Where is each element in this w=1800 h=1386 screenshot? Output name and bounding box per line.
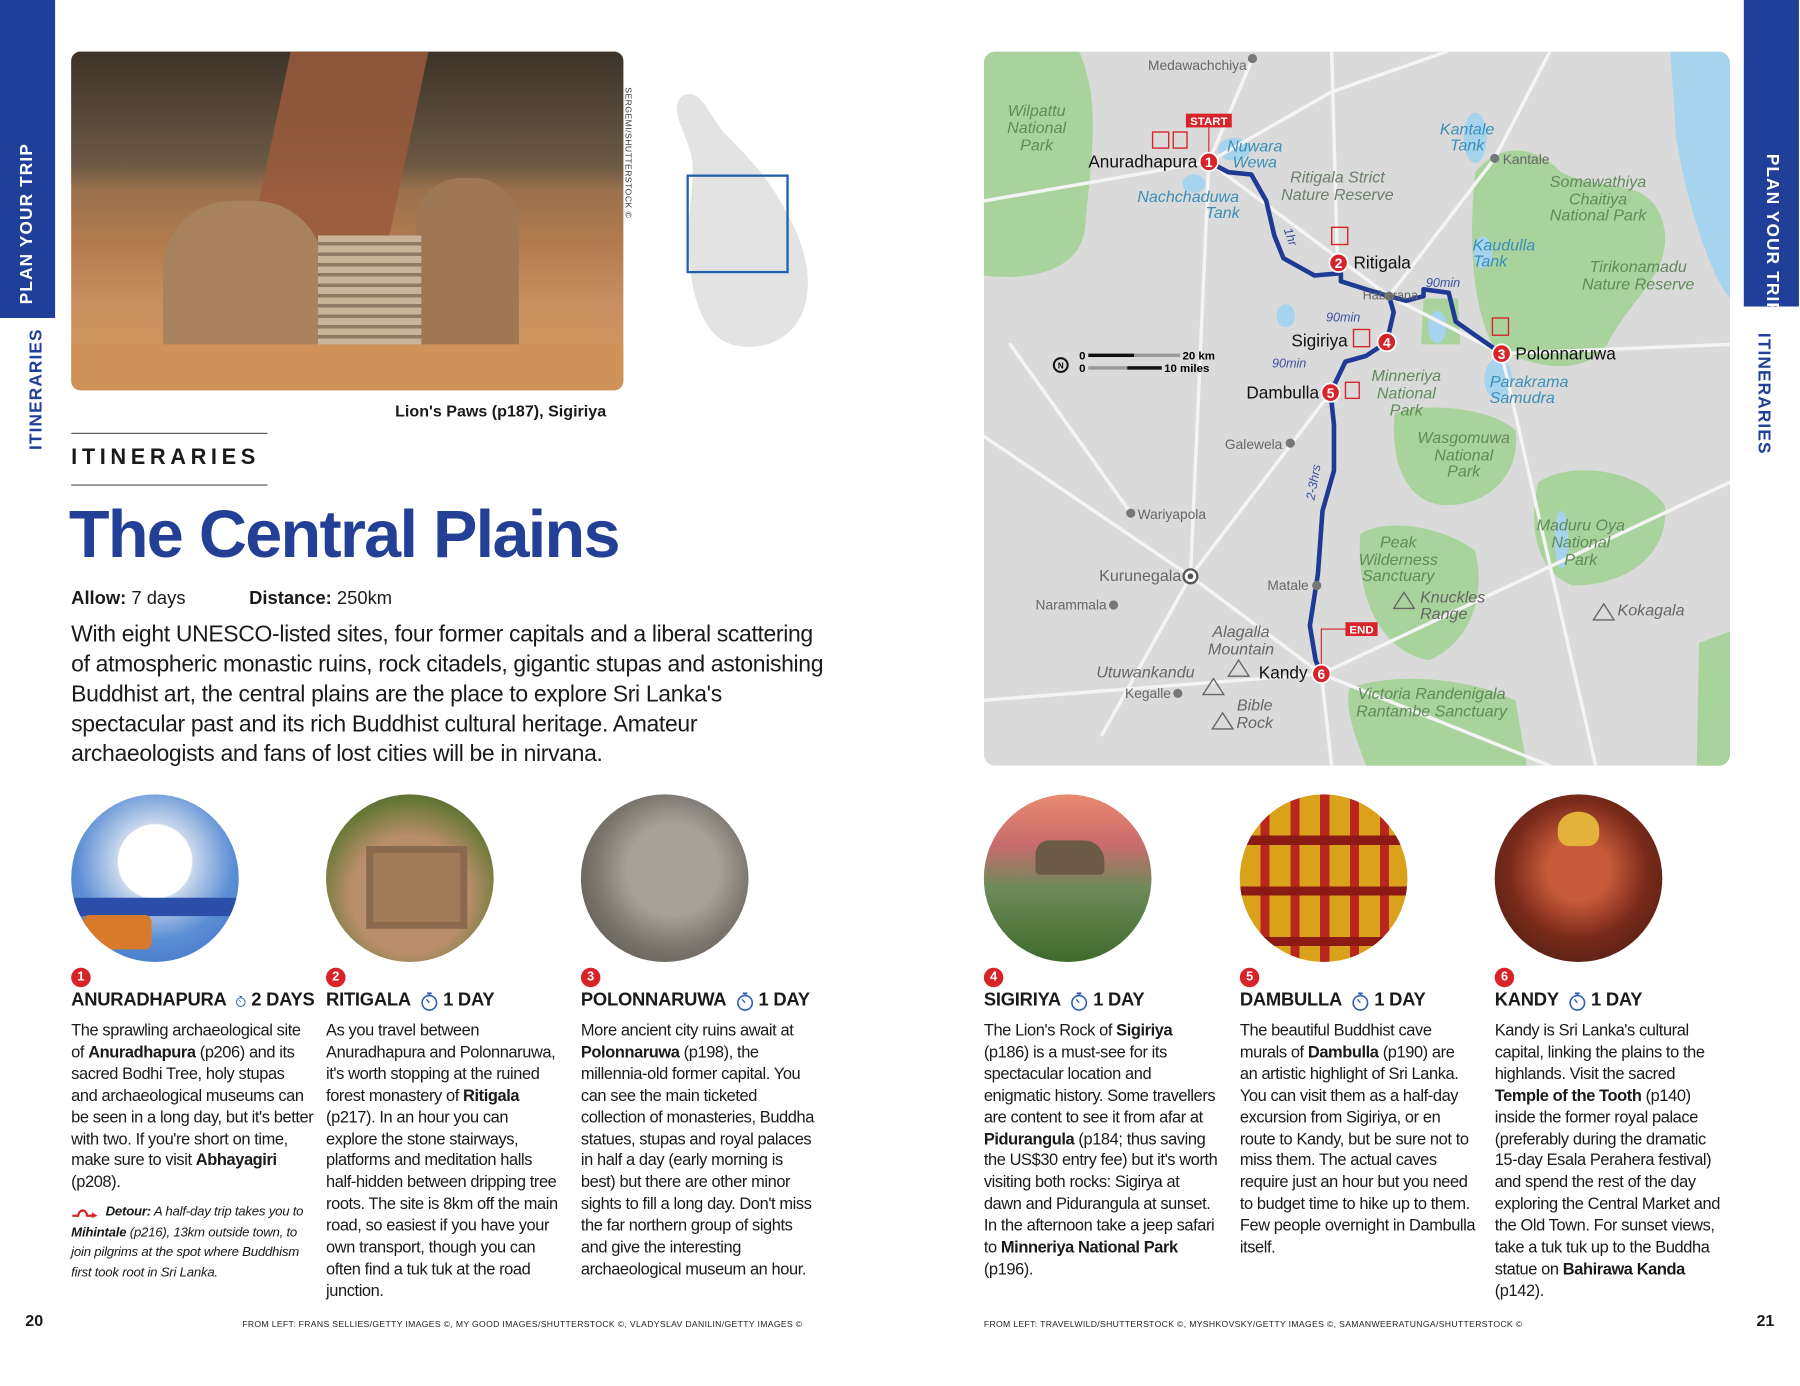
stop-heading — [1495, 991, 1730, 1012]
stop-sigiriya — [984, 968, 1219, 1281]
park-label: Minneriya — [1371, 367, 1442, 386]
distance-info — [249, 589, 392, 610]
text-segment: (p142). — [1494, 1282, 1544, 1301]
park-label: Nature Reserve — [1581, 275, 1695, 294]
stop-name: POLONNARUWA — [580, 990, 727, 1011]
text-segment: A half-day trip takes you to — [150, 1205, 304, 1220]
stop-marker-number: 6 — [1317, 667, 1326, 683]
park-label: Chaitiya — [1569, 190, 1628, 209]
park-label: Park — [1564, 550, 1598, 569]
text-segment: More ancient city ruins await at — [580, 1021, 794, 1041]
stop-map-label: Polonnaruwa — [1515, 343, 1616, 364]
park-label: Ritigala Strict — [1290, 168, 1385, 187]
kicker: ITINERARIES — [71, 445, 260, 470]
hero-photo-lions-paws — [71, 52, 623, 391]
stop-polonnaruwa — [581, 968, 816, 1281]
allow-value: 7 days — [131, 588, 186, 609]
bold-place-name: Temple of the Tooth — [1494, 1086, 1642, 1106]
stop-number-badge: 4 — [984, 968, 1004, 988]
stop-name: ANURADHAPURA — [71, 990, 227, 1011]
bold-place-name: Bahirawa Kanda — [1562, 1260, 1685, 1279]
park-label: Maduru Oya — [1536, 516, 1625, 535]
travel-time-label: 90min — [1271, 356, 1307, 371]
stop-duration: 1 DAY — [1374, 990, 1426, 1011]
park-label: National Park — [1549, 206, 1647, 225]
stop-map-label: Sigiriya — [1291, 330, 1348, 351]
town-label: Habarana — [1362, 288, 1419, 303]
town-label: Galewela — [1224, 436, 1283, 452]
stop-heading — [326, 991, 561, 1012]
travel-time-label: 1hr — [1280, 225, 1301, 248]
stop-heading — [1240, 991, 1475, 1012]
stop-marker-number: 1 — [1205, 155, 1213, 171]
stopwatch-icon — [1070, 991, 1088, 1012]
water-label: Tank — [1450, 136, 1485, 155]
town-label: Medawachchiya — [1148, 58, 1247, 74]
photo-dambulla-murals — [1240, 794, 1408, 962]
mountain-label: Knuckles — [1420, 588, 1486, 607]
stop-description — [1240, 1021, 1475, 1260]
stop-anuradhapura — [71, 968, 314, 1284]
stop-duration: 1 DAY — [443, 990, 495, 1011]
scale-zero: 0 — [1079, 350, 1086, 363]
water-label: Kantale — [1439, 120, 1495, 139]
travel-time-label: 90min — [1325, 310, 1361, 325]
park-label: Sanctuary — [1362, 566, 1435, 585]
stop-marker-number: 2 — [1334, 256, 1343, 272]
divider — [71, 484, 267, 485]
stop-dambulla — [1240, 968, 1475, 1260]
bold-place-name: Ritigala — [463, 1086, 520, 1106]
park-label: Peak — [1379, 533, 1417, 552]
town-label: Kegalle — [1125, 685, 1171, 701]
stopwatch-icon — [1568, 991, 1586, 1012]
bold-place-name: Anuradhapura — [88, 1043, 196, 1062]
stop-description — [581, 1021, 816, 1281]
park-label: Wilpattu — [1007, 101, 1066, 120]
stop-number-badge: 3 — [581, 968, 601, 988]
stop-description — [1495, 1021, 1730, 1303]
stop-duration: 2 DAYS — [251, 990, 315, 1011]
park-label: Tirikonamadu — [1589, 258, 1687, 277]
photo-credits-left: FROM LEFT: FRANS SELLIES/GETTY IMAGES ©, MY GOOD IMAGES/SHUTTERSTOCK ©, VLADYSLAV DANILIN/GETTY IMAGES © — [242, 1319, 803, 1330]
text-segment: Kandy is Sri Lanka's cultural capital, linking the plains to the highlands. Visit the sacred — [1494, 1021, 1705, 1084]
section-tab-left — [0, 0, 55, 318]
stop-heading — [984, 991, 1219, 1012]
text-segment: (p198), the millennia-old former capital. You can see the main ticketed collection of monasteries, Buddha statues, stupas and royal palaces in half a day (early morning is best) but there are other minor sights to fill a long day. Don't miss the far northern group of sights and give the interesting archaeological museum an hour. — [580, 1043, 814, 1279]
stop-map-label: Ritigala — [1353, 252, 1411, 273]
bold-place-name: Dambulla — [1307, 1043, 1379, 1062]
bold-place-name: Sigiriya — [1116, 1021, 1173, 1041]
stopwatch-icon — [736, 991, 754, 1012]
bold-place-name: Polonnaruwa — [580, 1043, 680, 1062]
park-label: National — [1551, 533, 1611, 552]
stop-duration: 1 DAY — [1591, 990, 1643, 1011]
text-segment: (p216), 13km outside town, to join pilgrims at the spot where Buddhism first took root in Sri Lanka. — [71, 1225, 300, 1280]
park-label: Park — [1447, 462, 1481, 481]
text-segment: The beautiful Buddhist cave murals of — [1239, 1021, 1432, 1062]
mountain-label: Range — [1420, 604, 1468, 623]
text-segment: (p217). In an hour you can explore the stone stairways, platforms and meditation halls half-hidden between dripping tree roots. The site is 8km off the main road, so easiest if you have your own transport, though you can often find a tuk tuk at the road junction. — [326, 1108, 558, 1301]
stop-name: SIGIRIYA — [983, 990, 1061, 1011]
photo-ritigala-ruins — [326, 794, 494, 962]
stop-duration: 1 DAY — [1093, 990, 1145, 1011]
stop-marker-number: 4 — [1382, 335, 1391, 351]
water-label: Kaudulla — [1472, 236, 1536, 255]
mountain-label: Bible — [1236, 696, 1273, 715]
park-label: Park — [1020, 136, 1054, 155]
page-title: The Central Plains — [68, 497, 619, 572]
stop-marker-number: 3 — [1497, 346, 1506, 362]
scale-zero: 0 — [1079, 362, 1086, 375]
bold-place-name: Minneriya National Park — [1000, 1238, 1178, 1258]
allow-label: Allow: — [71, 588, 127, 609]
stop-heading — [581, 991, 816, 1012]
stop-map-label: Anuradhapura — [1088, 151, 1198, 172]
photo-credits-right: FROM LEFT: TRAVELWILD/SHUTTERSTOCK ©, MYSHKOVSKY/GETTY IMAGES ©, SAMANWEERATUNGA/SHUTTERSTOCK © — [983, 1319, 1523, 1330]
page-number-right: 21 — [1756, 1311, 1775, 1330]
stopwatch-icon — [420, 991, 438, 1012]
mountain-label: Alagalla — [1212, 623, 1270, 642]
photo-caption: Lion's Paws (p187), Sigiriya — [395, 401, 607, 421]
water-label: Tank — [1205, 204, 1240, 223]
svg-text:N: N — [1057, 361, 1064, 371]
intro-paragraph: With eight UNESCO-listed sites, four former capitals and a liberal scattering of atmospheric monastic ruins, rock citadels, gigantic stupas and astonishing Buddhist art, the central plains are the place to explore Sri Lanka's spectacular past and its rich Buddhist cultural heritage. Amateur archaeologists and fans of lost cities will be in nirvana. — [71, 622, 824, 767]
stop-name: DAMBULLA — [1239, 990, 1343, 1011]
photo-kandy-dancer — [1495, 794, 1663, 962]
text-segment: (p196). — [983, 1260, 1034, 1279]
section-tab-right — [1744, 0, 1799, 316]
bold-place-name: Pidurangula — [983, 1130, 1075, 1149]
distance-label: Distance: — [249, 588, 332, 609]
distance-value: 250km — [336, 588, 393, 609]
text-segment: (p206) and its sacred Bodhi Tree, holy stupas and archaeological museums can be seen in a long day, but it's better with two. If you're short on time, make sure to visit — [71, 1043, 314, 1171]
stop-number-badge: 5 — [1240, 968, 1260, 988]
stop-description — [326, 1021, 561, 1303]
stop-name: KANDY — [1494, 990, 1559, 1011]
photo-sigiriya-rock — [984, 794, 1152, 962]
stop-number-badge: 6 — [1495, 968, 1515, 988]
mountain-label: Mountain — [1207, 640, 1275, 659]
stop-marker-number: 5 — [1326, 385, 1335, 401]
bold-place-name: Detour: — [105, 1205, 151, 1220]
text-segment: The Lion's Rock of — [983, 1021, 1117, 1041]
stop-number-badge: 1 — [71, 968, 91, 988]
detour-note — [71, 1203, 314, 1283]
sri-lanka-locator-map — [660, 86, 821, 356]
text-segment: As you travel between Anuradhapura and Polonnaruwa, it's worth stopping at the ruined forest monastery of — [326, 1021, 556, 1106]
water-label: Tank — [1472, 252, 1508, 271]
stop-duration: 1 DAY — [758, 990, 810, 1011]
text-segment: The sprawling archaeological site of — [71, 1021, 301, 1062]
allow-info — [71, 589, 185, 610]
stop-ritigala — [326, 968, 561, 1303]
section-tab-label: PLAN YOUR TRIP — [1762, 153, 1782, 316]
scale-miles: 10 miles — [1164, 362, 1210, 375]
park-label: Somawathiya — [1549, 173, 1647, 192]
town-label: Narammala — [1035, 597, 1107, 613]
stop-number-badge: 2 — [326, 968, 346, 988]
town-label: Kantale — [1502, 152, 1550, 168]
water-label: Samudra — [1489, 388, 1555, 407]
water-label: Nachchaduwa — [1137, 188, 1240, 207]
bold-place-name: Mihintale — [71, 1225, 127, 1240]
detour-icon — [71, 1207, 99, 1218]
start-label: START — [1190, 116, 1228, 129]
water-label: Nuwara — [1227, 137, 1283, 156]
section-tab-label: PLAN YOUR TRIP — [17, 143, 37, 305]
chapter-tab-label: ITINERARIES — [1754, 332, 1774, 455]
stop-kandy — [1495, 968, 1730, 1303]
photo-credit: SERGEMI/SHUTTERSTOCK © — [623, 87, 634, 219]
route-map — [984, 52, 1730, 766]
water-label: Parakrama — [1489, 372, 1569, 391]
park-label: Park — [1389, 401, 1423, 420]
text-segment: (p140) inside the former royal palace (preferably during the dramatic 15-day Esala Perahera festival) and spend the rest of the day exploring the Central Market and the Old Town. For sunset views, take a tuk tuk up to the Buddha statue on — [1494, 1086, 1720, 1279]
stop-map-label: Kandy — [1258, 662, 1308, 683]
town-label: Matale — [1267, 578, 1309, 594]
text-segment: (p184; thus saving the US$30 entry fee) but it's worth visiting both rocks: Sigirya at dawn and Pidurangula at sunset. In the afternoon take a jeep safari to — [983, 1130, 1218, 1258]
stop-heading — [71, 991, 314, 1012]
text-segment: (p208). — [71, 1173, 121, 1193]
stop-name: RITIGALA — [326, 990, 411, 1011]
park-label: National — [1434, 446, 1494, 465]
stop-description — [984, 1021, 1219, 1281]
stop-map-label: Dambulla — [1246, 382, 1320, 403]
park-label: Victoria Randenigala — [1357, 685, 1506, 704]
town-label: Kurunegala — [1099, 566, 1182, 585]
park-label: Nature Reserve — [1281, 185, 1394, 204]
park-label: Wilderness — [1358, 550, 1438, 569]
chapter-tab-label: ITINERARIES — [26, 328, 46, 451]
scale-km: 20 km — [1182, 350, 1215, 363]
park-label: National — [1376, 384, 1436, 403]
text-segment: (p190) are an artistic highlight of Sri Lanka. You can visit them as a half-day excursion from Sigiriya, or en route to Kandy, but be sure not to miss them. The actual caves require just an hour but you need to budget time to hike up to them. Few people overnight in Dambulla itself. — [1239, 1043, 1476, 1258]
travel-time-label: 2-3hrs — [1303, 463, 1324, 502]
town-label: Wariyapola — [1137, 506, 1207, 522]
park-label: Rantambe Sanctuary — [1356, 702, 1508, 721]
mountain-label: Utuwankandu — [1096, 663, 1195, 682]
mountain-label: Kokagala — [1617, 601, 1685, 620]
photo-anuradhapura-stupa — [71, 794, 239, 962]
stopwatch-icon — [236, 991, 247, 1012]
water-label: Wewa — [1232, 153, 1277, 172]
bold-place-name: Abhayagiri — [195, 1151, 277, 1171]
mountain-label: Rock — [1236, 713, 1274, 732]
park-label: Wasgomuwa — [1417, 429, 1510, 448]
text-segment: (p186) is a must-see for its spectacular location and enigmatic history. Some travellers are content to see it from afar at — [983, 1043, 1216, 1127]
photo-polonnaruwa-buddha — [581, 794, 749, 962]
park-label: National — [1007, 119, 1067, 138]
stop-description — [71, 1021, 314, 1195]
divider — [71, 433, 267, 434]
end-label: END — [1349, 624, 1374, 637]
travel-time-label: 90min — [1425, 276, 1461, 290]
stopwatch-icon — [1351, 991, 1369, 1012]
page-number-left: 20 — [25, 1311, 44, 1330]
